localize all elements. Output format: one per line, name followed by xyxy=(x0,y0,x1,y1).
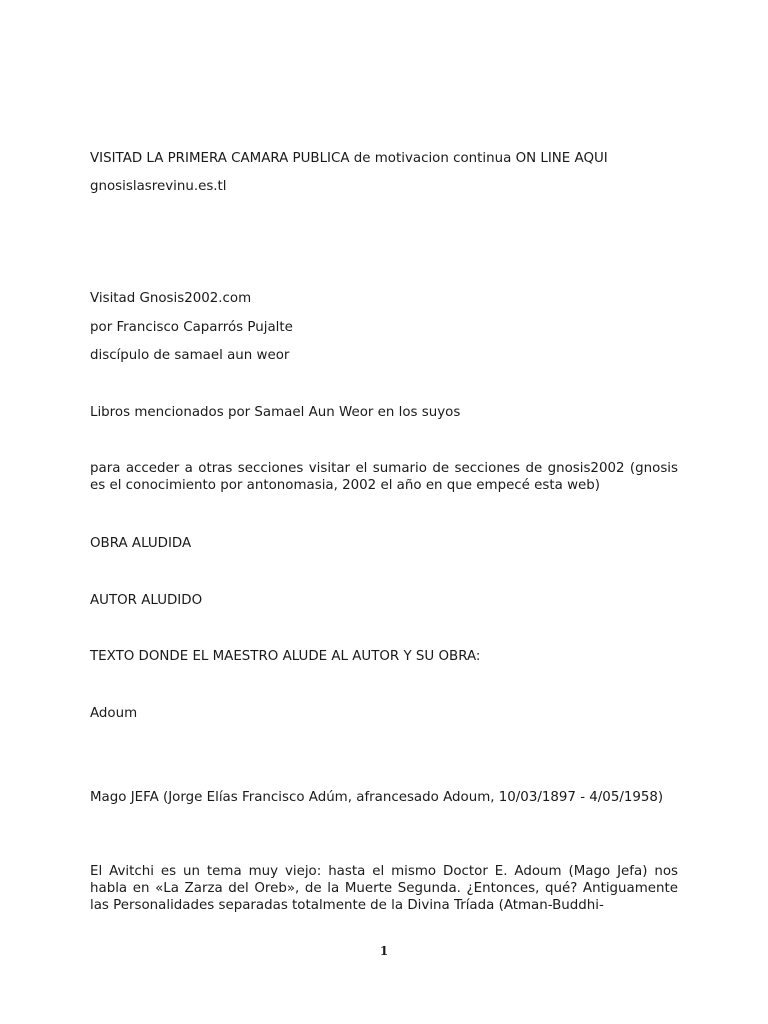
visit-gnosis-line: Visitad Gnosis2002.com xyxy=(90,291,252,306)
camara-publica-line: VISITAD LA PRIMERA CAMARA PUBLICA de motivacion continua ON LINE AQUI xyxy=(90,151,608,166)
page-number: 1 xyxy=(379,944,389,958)
author-bio-paragraph: Mago JEFA (Jorge Elías Francisco Adúm, afrancesado Adoum, 10/03/1897 - 4/05/1958) xyxy=(90,790,664,805)
obra-aludida-heading: OBRA ALUDIDA xyxy=(90,536,192,551)
texto-heading: TEXTO DONDE EL MAESTRO ALUDE AL AUTOR Y SU OBRA: xyxy=(90,649,481,664)
autor-aludido-heading: AUTOR ALUDIDO xyxy=(90,593,203,608)
website-url-line: gnosislasrevinu.es.tl xyxy=(90,179,227,194)
author-byline: por Francisco Caparrós Pujalte xyxy=(90,320,293,335)
sections-paragraph: para acceder a otras secciones visitar el sumario de secciones de gnosis2002 (gnosis es el conocimiento por antonomasia, 2002 el año en que empecé esta web) xyxy=(90,461,678,493)
disciple-line: discípulo de samael aun weor xyxy=(90,348,290,363)
avitchi-paragraph: El Avitchi es un tema muy viejo: hasta el mismo Doctor E. Adoum (Mago Jefa) nos habla en «La Zarza del Oreb», de la Muerte Segunda. ¿Entonces, qué? Antiguamente las Personalidades separadas totalmente de la Divina Tríada (Atman-Buddhi- xyxy=(90,864,678,913)
author-name: Adoum xyxy=(90,706,138,721)
books-mentioned-line: Libros mencionados por Samael Aun Weor en los suyos xyxy=(90,405,461,420)
